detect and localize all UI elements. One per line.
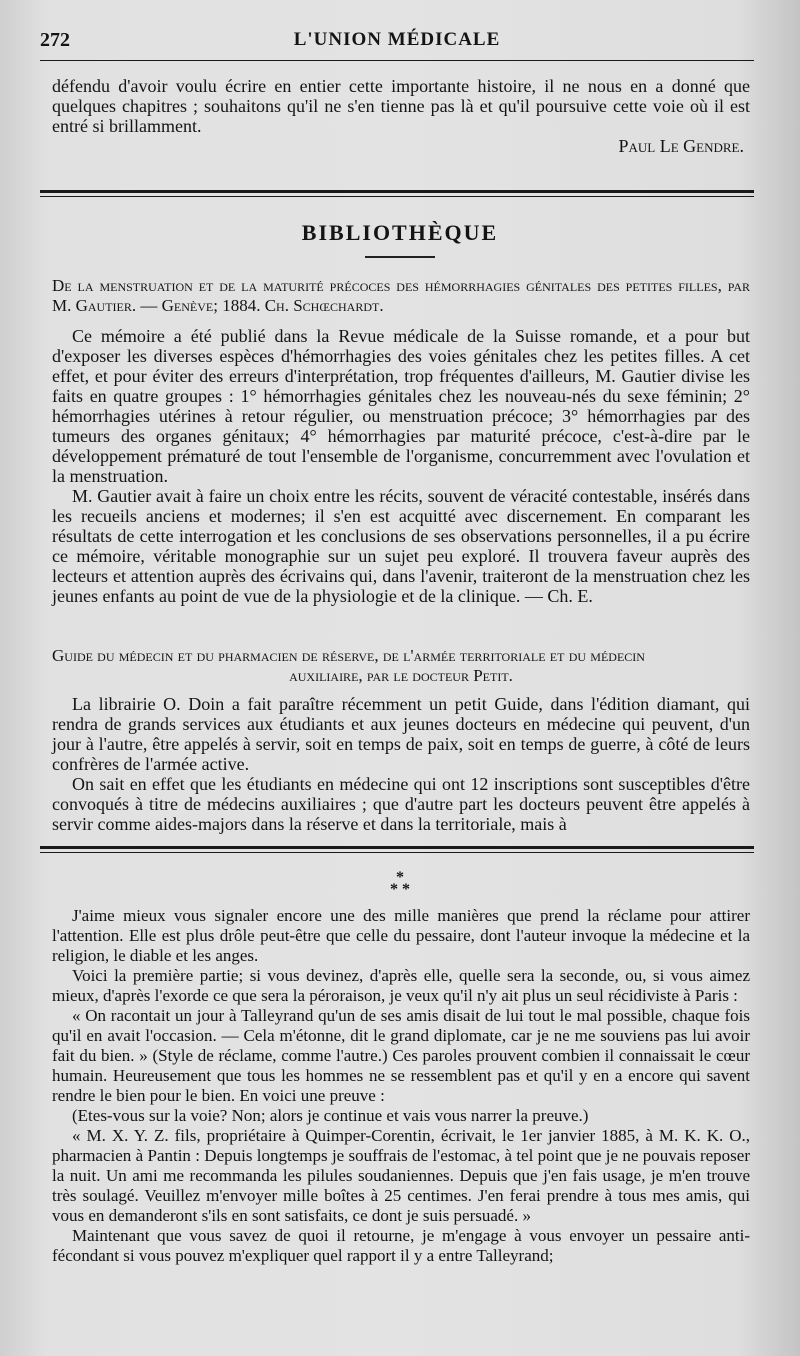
- section-divider-top-2: [40, 196, 754, 197]
- article-2: [52, 646, 750, 834]
- page-number: 272: [40, 28, 70, 51]
- feuilleton-paragraph-3: « On racontait un jour à Talleyrand qu'un de ses amis disait de lui tout le mal possible, chaque fois qu'il en avait l'occasion. — Cela m'étonne, dit le grand diplomate, car je ne me souviens pas lui avoir fait du bien. » (Style de réclame, comme l'autre.) Ces paroles prouvent combien il connaissait le cœur humain. Heureusement que tous les hommes ne se ressemblent pas et qu'il y en a encore qui savent rendre le bien pour le bien. En voici une preuve :: [52, 1006, 750, 1105]
- intro-paragraph: défendu d'avoir voulu écrire en entier cette importante histoire, il ne nous en a donné que quelques chapitres ; souhaitons qu'il ne s'en tienne pas là et qu'il poursuive cette voie où il est entré si brillamment.: [52, 76, 750, 136]
- feuilleton-divider: [40, 846, 754, 849]
- article-2-title-line-1: Guide du médecin et du pharmacien de réserve, de l'armée territoriale et du médecin: [52, 646, 645, 665]
- article-2-title-line-2: auxiliaire, par le docteur Petit.: [289, 666, 513, 685]
- article-1: [52, 276, 750, 606]
- feuilleton-block: [52, 906, 750, 1266]
- running-header: [40, 22, 754, 58]
- feuilleton-paragraph-6: Maintenant que vous savez de quoi il retourne, je m'engage à vous envoyer un pessaire anti-fécondant si vous pouvez m'expliquer quel rapport il y a entre Talleyrand;: [52, 1226, 750, 1265]
- article-1-paragraph-2: M. Gautier avait à faire un choix entre les récits, souvent de véracité contestable, insérés dans les recueils anciens et modernes; il s'en est acquitté avec discernement. En comparant les résultats de cette interrogation et les conclusions de ses observations personnelles, il a pu écrire ce mémoire, véritable monographie sur un sujet peu exploré. Il trouvera faveur auprès des lecteurs et attention auprès des écrivains qui, dans l'avenir, traiteront de la menstruation chez les jeunes enfants au point de vue de la physiologie et de la clinique. — Ch. E.: [52, 486, 750, 606]
- section-divider-top: [40, 190, 754, 193]
- feuilleton-paragraph-1: J'aime mieux vous signaler encore une des mille manières que prend la réclame pour attirer l'attention. Elle est plus drôle peut-être que celle du pessaire, dont l'auteur invoque la médecine et la religion, le diable et les anges.: [52, 906, 750, 965]
- section-title: BIBLIOTHÈQUE: [301, 220, 499, 245]
- feuilleton-paragraph-5: « M. X. Y. Z. fils, propriétaire à Quimper-Corentin, écrivait, le 1er janvier 1885, à M. K. K. O., pharmacien à Pantin : Depuis longtemps je souffrais de l'estomac, à tel point que je ne pouvais reposer la nuit. Un ami me recommanda les pilules soudaniennes. Depuis que j'en fais usage, je m'en trouve très soulagé. Veuillez m'envoyer mille boîtes à 25 centimes. J'en ferai prendre à tous mes amis, qui vous en demanderont s'ils en sont satisfaits, ce dont je suis persuadé. »: [52, 1126, 750, 1225]
- asterism-bottom: * *: [390, 881, 410, 898]
- author-signature: Paul Le Gendre.: [618, 136, 744, 156]
- article-1-paragraph-1: Ce mémoire a été publié dans la Revue médicale de la Suisse romande, et a pour but d'exposer les diverses espèces d'hémorrhagies des voies génitales chez les petites filles. A cet effet, et pour éviter des erreurs d'interprétation, trop fréquentes d'ailleurs, M. Gautier divise les faits en quatre groupes : 1° hémorrhagies génitales chez les nouveau-nés du sexe féminin; 2° hémorrhagies utérines à retour régulier, ou menstruation précoce; 3° hémorrhagies par des tumeurs des organes génitaux; 4° hémorrhagies par maturité précoce, c'est-à-dire par le développement prématuré de tout l'ensemble de l'organisme, concurremment avec l'ovulation et la menstruation.: [52, 326, 750, 486]
- article-2-paragraph-1: La librairie O. Doin a fait paraître récemment un petit Guide, dans l'édition diamant, qui rendra de grands services aux étudiants et aux jeunes docteurs en médecine qui peuvent, d'un jour à l'autre, être appelés à servir, soit en temps de paix, soit en temps de guerre, à côté de leurs confrères de l'armée active.: [52, 694, 750, 774]
- asterism-top: *: [396, 869, 404, 886]
- running-title: L'UNION MÉDICALE: [293, 29, 501, 50]
- header-rule: [40, 60, 754, 61]
- section-title-rule: [365, 256, 435, 258]
- article-1-title: De la menstruation et de la maturité précoces des hémorrhagies génitales des petites filles, par M. Gautier. — Genève; 1884. Ch. Schœchardt.: [52, 276, 750, 315]
- feuilleton-paragraph-4: (Etes-vous sur la voie? Non; alors je continue et vais vous narrer la preuve.): [72, 1106, 589, 1125]
- feuilleton-divider-2: [40, 852, 754, 853]
- article-2-paragraph-2: On sait en effet que les étudiants en médecine qui ont 12 inscriptions sont susceptibles d'être convoqués à titre de médecins auxiliaires ; que d'autre part les docteurs peuvent être appelés à servir comme aides-majors dans la réserve et dans la territoriale, mais à: [52, 774, 750, 834]
- intro-block: [52, 76, 750, 156]
- feuilleton-paragraph-2: Voici la première partie; si vous devinez, d'après elle, quelle sera la seconde, ou, si vous aimez mieux, d'après l'exorde ce que sera la péroraison, je veux qu'il n'y ait plus un seul récidiviste à Paris :: [52, 966, 750, 1005]
